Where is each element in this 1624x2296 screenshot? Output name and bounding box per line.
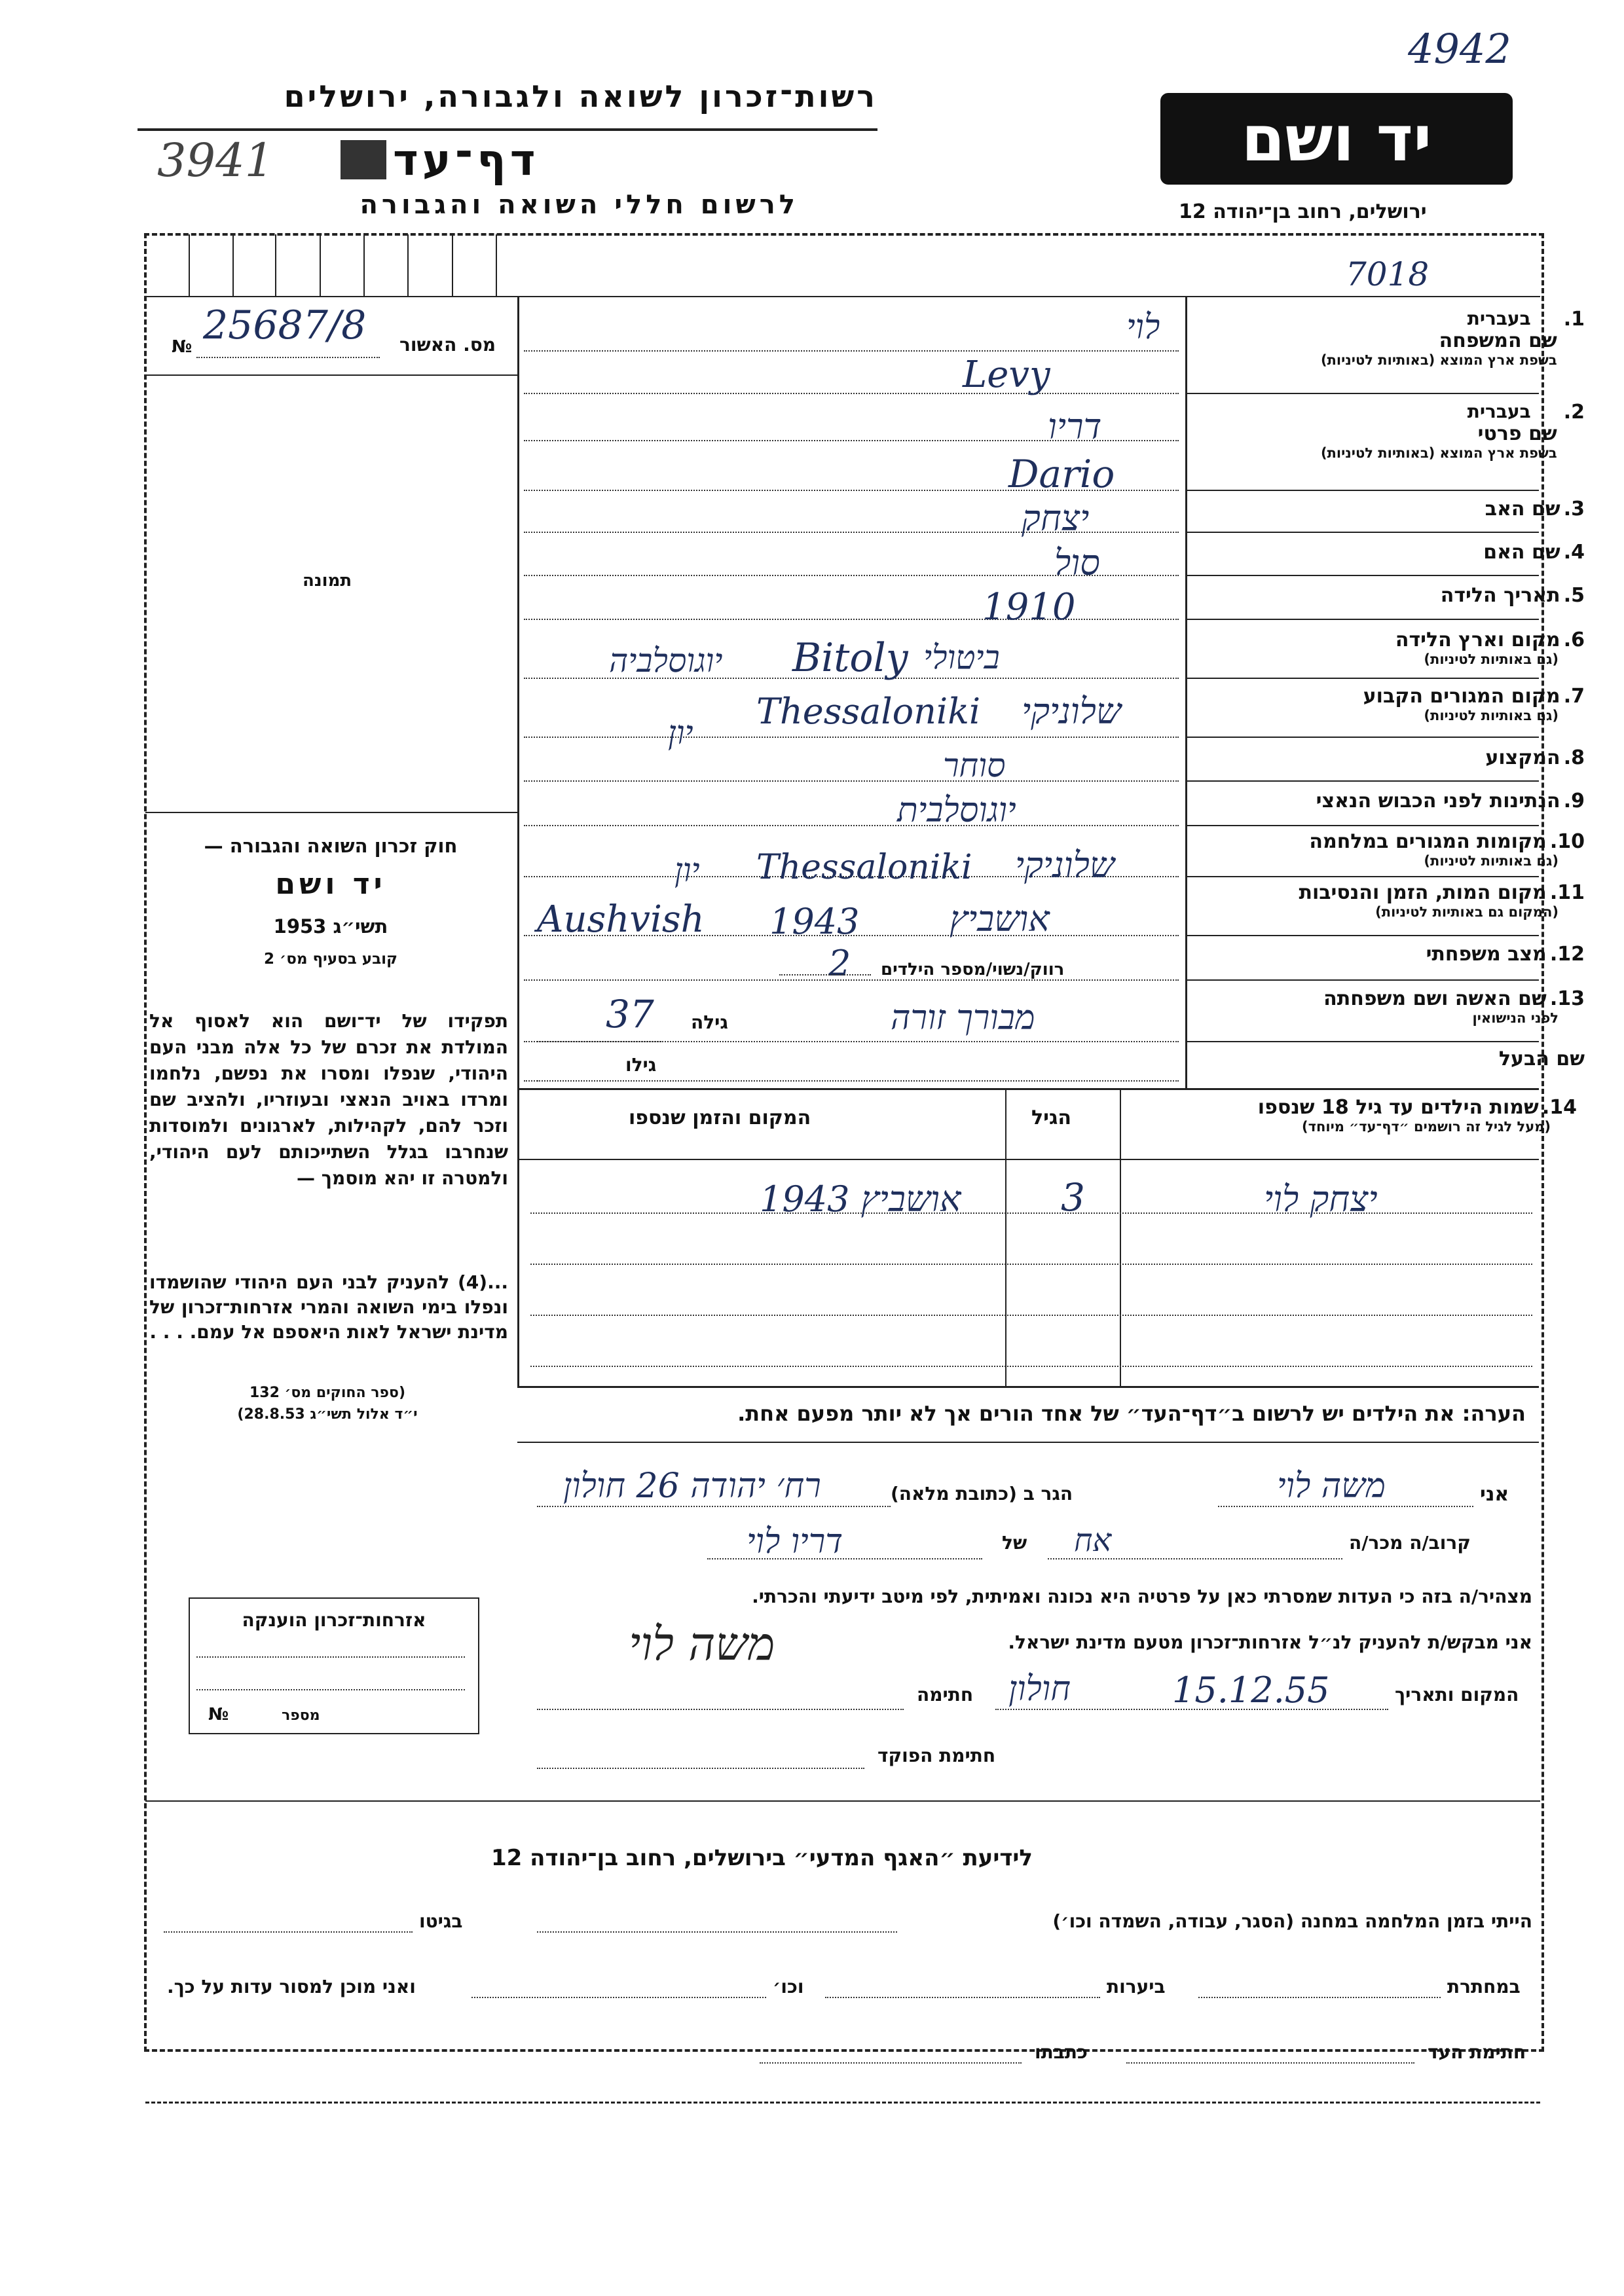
mother-name-value: סול bbox=[1054, 542, 1100, 583]
field-6-label: 6. מקום וארץ הלידה (גם באותיות לטיניות) bbox=[1395, 629, 1585, 667]
children-age-header: הגיל bbox=[1031, 1106, 1071, 1129]
field-8-label: 8. המקצוע bbox=[1485, 746, 1585, 769]
residence-country-value: יון bbox=[668, 714, 693, 752]
occupation-value: סוחר bbox=[943, 746, 1006, 784]
relative-label: קרוב/ה מכר/ה bbox=[1349, 1532, 1471, 1554]
relation-value: אח bbox=[1074, 1522, 1112, 1559]
child-place-value: אושביץ 1943 bbox=[760, 1178, 961, 1220]
law-name: יד ושם bbox=[275, 867, 386, 901]
field-13-label: 13. שם האשה ושם משפחתה לפני הנישואין bbox=[1323, 987, 1585, 1026]
citizenship-box-title: אזרחות־זכרון הוענקה bbox=[242, 1609, 426, 1631]
death-place-latin-value: Aushvish bbox=[537, 898, 705, 941]
yad-vashem-logo: יד ושם bbox=[1160, 93, 1513, 185]
birth-date-value: 1910 bbox=[982, 586, 1076, 629]
declaration-lives-at: הגר ב (כתובת מלאה) bbox=[891, 1483, 1073, 1504]
declaration-place-value: חולון bbox=[1008, 1669, 1071, 1709]
field-2-label: 2. בעברית שם פרטי בשפת ארץ המוצא (באותיות לטיניות) bbox=[1320, 401, 1585, 461]
declarant-address-value: רח׳ יהודה 26 חולון bbox=[563, 1467, 821, 1506]
field-3-label: 3. שם האב bbox=[1485, 498, 1585, 520]
war-place-latin-value: Thessaloniki bbox=[756, 848, 972, 887]
father-name-value: יצחק bbox=[1022, 498, 1090, 539]
war-place-hebrew-value: שלוניקי bbox=[1015, 845, 1115, 886]
place-date-label: המקום ותאריך bbox=[1395, 1684, 1519, 1705]
law-clause-4: ...(4) להעניק לבני העם היהודי שהושמדו ונפלו בימי השואה והמרי אזרחות־זכרון של מדינת ישראל לאות היאספם אל עמם. . . . bbox=[149, 1271, 508, 1343]
children-count-value: 2 bbox=[828, 943, 851, 984]
relative-of-label: של bbox=[1002, 1532, 1027, 1554]
citizenship-number-label: מספר bbox=[282, 1707, 320, 1724]
approval-label: מס. האשור bbox=[399, 334, 496, 355]
footer-willing: ואני מוכן למסור עדות על כך. bbox=[167, 1976, 416, 1997]
field-14-label: 14. שמות הילדים עד גיל 18 שנספו (מעל לגיל זה רושמים ״דף־עד״ מיוחד) bbox=[1257, 1096, 1577, 1135]
residence-latin-value: Thessaloniki bbox=[756, 691, 981, 732]
authority-underline bbox=[138, 128, 877, 131]
divider-labels bbox=[1185, 296, 1187, 1088]
form-title: דף־עד bbox=[393, 135, 540, 185]
first-name-latin-value: Dario bbox=[1008, 452, 1115, 496]
death-year-value: 1943 bbox=[769, 901, 860, 942]
surname-latin-value: Levy bbox=[963, 354, 1050, 396]
approval-number-value: 25687/8 bbox=[203, 302, 367, 348]
footer-forests: ביערות bbox=[1107, 1976, 1166, 1997]
footer-heading: לידיעת ״האגף המדעי״ בירושלים, רחוב בן־יהודה 12 bbox=[491, 1845, 1033, 1871]
field-1-label: 1. בעברית שם המשפחה בשפת ארץ המוצא (באותיות לטיניות) bbox=[1320, 308, 1585, 368]
approval-no-symbol: № bbox=[172, 337, 193, 357]
form-subtitle: לרשום חללי השואה והגבורה bbox=[360, 190, 799, 220]
field-12-label: 12. מצב משפחתי bbox=[1426, 943, 1585, 966]
field-7-label: 7. מקום המגורים הקבוע (גם באותיות לטיניות) bbox=[1363, 685, 1585, 723]
stamp-mark bbox=[341, 140, 386, 179]
birth-country-value: יוגוסלביה bbox=[609, 642, 723, 680]
law-title: חוק זכרון השואה והגבורה — bbox=[204, 835, 458, 857]
residence-hebrew-value: שלוניקי bbox=[1022, 691, 1122, 732]
sheet-number: 3941 bbox=[157, 134, 274, 187]
husband-age-label: גילו bbox=[625, 1054, 657, 1076]
footer-address: כתבתו bbox=[1035, 2041, 1088, 2063]
declaration-statement-2: אני מבקש/ת להעניק לנ״ל אזרחות־זכרון מטעם מדינת ישראל. bbox=[1008, 1631, 1532, 1653]
footer-bottom-line bbox=[145, 2102, 1540, 2104]
husband-label: שם הבעל bbox=[1498, 1048, 1585, 1070]
citizenship-no-symbol: № bbox=[208, 1705, 229, 1724]
law-year: תשי״ג 1953 bbox=[273, 915, 388, 938]
law-ref: (ספר החוקים מס׳ 132 bbox=[249, 1385, 406, 1401]
declaration-ani: אני bbox=[1480, 1483, 1509, 1506]
first-name-hebrew-value: דריו bbox=[1048, 406, 1102, 447]
children-place-header: המקום והזמן שנספו bbox=[629, 1106, 811, 1129]
photo-label: תמונה bbox=[303, 571, 352, 591]
declaration-date-value: 15.12.55 bbox=[1172, 1669, 1330, 1711]
footer-witness-signature: חתימת העד bbox=[1428, 2041, 1526, 2063]
top-strip-bottom bbox=[145, 296, 1540, 297]
birth-place-latin-value: Bitoly bbox=[792, 635, 908, 681]
wife-age-label: גילה bbox=[691, 1011, 728, 1033]
surname-hebrew-value: לוי bbox=[1126, 308, 1160, 347]
birth-place-hebrew-value: ביטולי bbox=[923, 638, 1000, 676]
officer-signature-label: חתימת הפוקד bbox=[877, 1745, 996, 1766]
footer-etc: וכו׳ bbox=[773, 1976, 804, 1997]
footer-line-1: הייתי בזמן המלחמה במחנה (הסגר, עבודה, השמדה וכו׳) bbox=[1052, 1910, 1532, 1932]
field-5-label: 5. תאריך הלידה bbox=[1440, 584, 1585, 607]
law-body: תפקידו של יד־ושם הוא לאסוף אל המולדת את זכרם של כל אלה מבני העם היהודי, שנפלו ומסרו את נפשם, נלחמו ומרדו באויב הנאצי ובעוזריו, ולהציב שם וזכר להם, לקהילות, לארגונים ולמוסדות שנחרבו בגלל השתייכותם לעם היהודי, ולמטרה זו יהא מוסמך — bbox=[149, 1010, 508, 1189]
authority-line: רשות־זכרון לשואה ולגבורה, ירושלים bbox=[284, 79, 877, 114]
signature-value: משה לוי bbox=[629, 1617, 775, 1671]
wife-name-value: מבורך זורה bbox=[891, 998, 1035, 1038]
wife-age-value: 37 bbox=[606, 992, 654, 1036]
death-place-hebrew-value: אושביץ bbox=[950, 898, 1050, 939]
footer-underground: במחתרת bbox=[1447, 1976, 1521, 1997]
declaration-statement-1: מצהיר/ה בזה כי העדות שמסרתי כאן על פרטיה היא נכונה ואמיתית, לפי מיטב ידיעתי והכרתי. bbox=[752, 1586, 1532, 1607]
child-age-value: 3 bbox=[1061, 1175, 1085, 1220]
war-country-value: יון bbox=[674, 851, 700, 889]
footer-ghetto: בגיטו bbox=[419, 1910, 463, 1932]
note-text: הערה: את הילדים יש לרשום ב״דף־העד״ של אחד הורים אך לא יותר מפעם אחת. bbox=[737, 1401, 1526, 1426]
logo-address: ירושלים, רחוב בן־יהודה 12 bbox=[1179, 200, 1427, 223]
archive-number: 4942 bbox=[1408, 25, 1511, 73]
field-10-label: 10. מקומות המגורים במלחמה (גם באותיות לטיניות) bbox=[1309, 830, 1585, 869]
law-ref-date: י״ד אלול תשי״ג 28.8.53) bbox=[237, 1406, 418, 1423]
relative-of-value: דריו לוי bbox=[747, 1522, 843, 1561]
child-name-value: יצחק לוי bbox=[1264, 1178, 1378, 1220]
declarant-name-value: משה לוי bbox=[1277, 1467, 1386, 1506]
law-clause: קובע בסעיף מס׳ 2 bbox=[264, 951, 397, 968]
footer-top-line bbox=[145, 1800, 1540, 1802]
field-11-label: 11. מקום המות, הזמן והנסיבות (המקום גם באותיות לטיניות) bbox=[1299, 881, 1585, 920]
field-4-label: 4. שם האם bbox=[1483, 541, 1585, 564]
field-9-label: 9. הנתינות לפני הכבוש הנאצי bbox=[1316, 790, 1585, 812]
marital-status-options: רווק/נשוי/מספר הילדים bbox=[881, 960, 1065, 979]
divider-left bbox=[517, 296, 519, 1386]
file-number: 7018 bbox=[1346, 255, 1430, 293]
signature-label: חתימה bbox=[917, 1684, 974, 1705]
citizenship-value: יוגוסלבית bbox=[897, 791, 1016, 830]
